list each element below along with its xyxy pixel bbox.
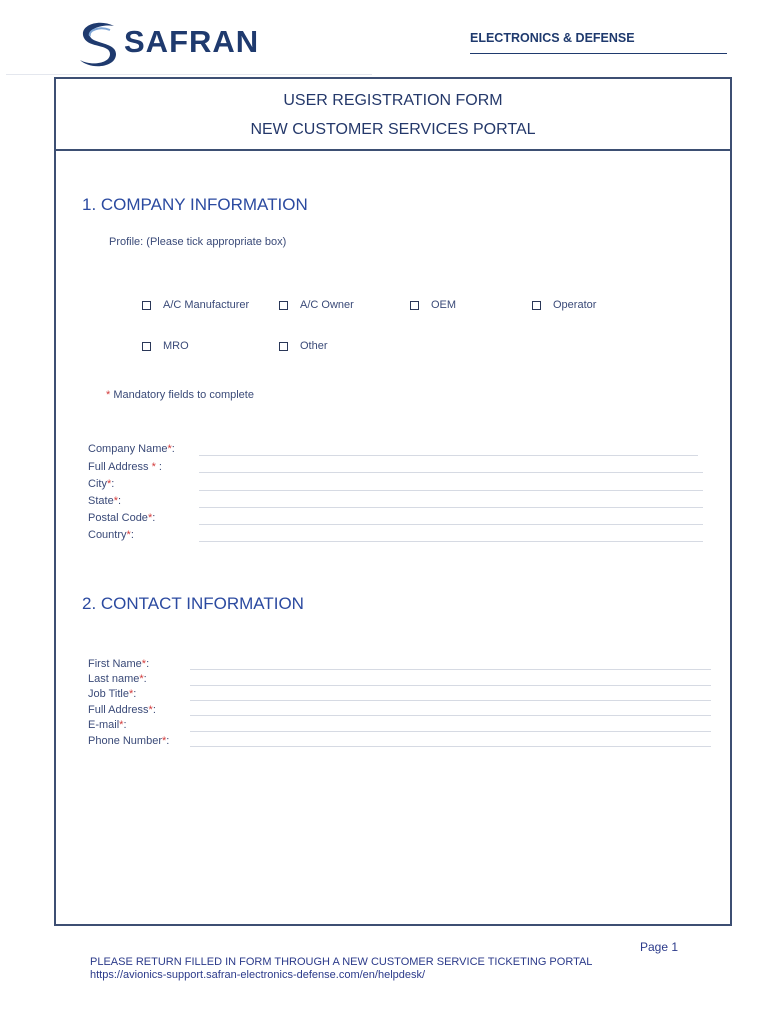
form-title: USER REGISTRATION FORM: [283, 92, 503, 109]
option-ac-owner[interactable]: [279, 299, 354, 311]
city-field[interactable]: [199, 490, 703, 491]
option-label: Operator: [553, 299, 597, 311]
checkbox[interactable]: [532, 301, 541, 310]
option-label: Other: [300, 340, 328, 352]
division-rule: [470, 53, 727, 54]
required-marker: *: [106, 389, 111, 401]
contact-address-field[interactable]: [190, 715, 711, 716]
first-name-field[interactable]: [190, 669, 711, 670]
return-instruction: PLEASE RETURN FILLED IN FORM THROUGH A NEW CUSTOMER SERVICE TICKETING PORTAL: [90, 956, 593, 968]
option-oem[interactable]: [410, 299, 456, 311]
helpdesk-url[interactable]: https://avionics-support.safran-electronics-defense.com/en/helpdesk/: [90, 969, 426, 981]
company-name-label: Company Name*:: [88, 443, 175, 455]
job-title-field[interactable]: [190, 700, 711, 701]
job-title-label: Job Title*:: [88, 688, 137, 700]
company-name-field[interactable]: [199, 455, 698, 456]
mandatory-note: [106, 389, 254, 401]
option-label: A/C Manufacturer: [163, 299, 250, 311]
option-other[interactable]: [279, 340, 328, 352]
phone-field[interactable]: [190, 746, 711, 747]
checkbox[interactable]: [279, 342, 288, 351]
checkbox[interactable]: [142, 301, 151, 310]
state-label: State*:: [88, 495, 122, 507]
safran-swoosh-icon: [76, 20, 120, 68]
option-ac-manufacturer[interactable]: [142, 299, 249, 311]
last-name-field[interactable]: [190, 685, 711, 686]
title-divider: [56, 149, 730, 151]
company-section-heading: 1. COMPANY INFORMATION: [82, 195, 308, 214]
division-label: ELECTRONICS & DEFENSE: [470, 31, 635, 45]
checkbox[interactable]: [279, 301, 288, 310]
checkbox[interactable]: [142, 342, 151, 351]
last-name-label: Last name*:: [88, 673, 147, 685]
page-number: Page 1: [640, 940, 679, 954]
email-label: E-mail*:: [88, 719, 127, 731]
checkbox[interactable]: [410, 301, 419, 310]
safran-logo: [76, 20, 306, 68]
country-field[interactable]: [199, 541, 703, 542]
option-mro[interactable]: [142, 340, 189, 352]
option-label: OEM: [431, 299, 457, 311]
profile-note: Profile: (Please tick appropriate box): [109, 236, 287, 248]
full-address-field[interactable]: [199, 472, 703, 473]
logo-wordmark: SAFRAN: [124, 24, 260, 59]
option-label: A/C Owner: [300, 299, 354, 311]
state-field[interactable]: [199, 507, 703, 508]
contact-address-label: Full Address*:: [88, 704, 156, 716]
postal-code-label: Postal Code*:: [88, 512, 156, 524]
header-divider: [6, 74, 372, 75]
first-name-label: First Name*:: [88, 658, 150, 670]
option-operator[interactable]: [532, 299, 596, 311]
country-label: Country*:: [88, 529, 134, 541]
form-subtitle: NEW CUSTOMER SERVICES PORTAL: [250, 121, 536, 138]
option-label: MRO: [163, 340, 189, 352]
postal-code-field[interactable]: [199, 524, 703, 525]
contact-section-heading: 2. CONTACT INFORMATION: [82, 594, 304, 613]
city-label: City*:: [88, 478, 115, 490]
mandatory-note-text: Mandatory fields to complete: [110, 389, 254, 401]
full-address-label: Full Address * :: [88, 461, 162, 473]
email-field[interactable]: [190, 731, 711, 732]
phone-label: Phone Number*:: [88, 735, 170, 747]
